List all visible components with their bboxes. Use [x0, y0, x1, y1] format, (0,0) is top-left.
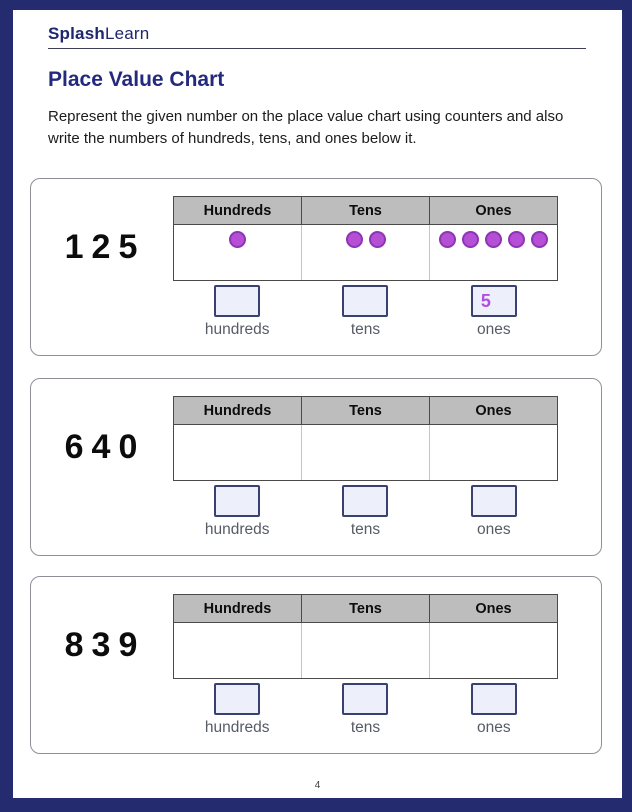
ones-answer-box[interactable] [471, 485, 517, 517]
table-body-row [174, 225, 557, 280]
ones-answer-group [430, 485, 558, 539]
tens-cell [302, 623, 430, 678]
ones-counters [430, 623, 557, 629]
tens-label: tens [350, 321, 381, 338]
tens-label: tens [350, 521, 381, 538]
hundreds-answer-group [173, 285, 301, 339]
problem-card-125 [30, 178, 602, 356]
header-divider [48, 48, 586, 49]
ones-cell [430, 225, 557, 280]
ones-answer-box[interactable] [471, 683, 517, 715]
column-header-hundreds: Hundreds [174, 397, 302, 424]
logo-bold-text: Splash [48, 24, 105, 43]
target-number: 839 [64, 626, 146, 664]
table-header-row [174, 397, 557, 425]
hundreds-answer-box[interactable] [214, 285, 260, 317]
column-header-ones: Ones [430, 197, 557, 224]
logo-regular-text: Learn [104, 24, 150, 43]
answers-row [173, 485, 558, 539]
column-header-tens: Tens [302, 197, 430, 224]
table-header-row [174, 197, 557, 225]
hundreds-answer-group [173, 683, 301, 737]
tens-cell [302, 225, 430, 280]
table-body-row [174, 425, 557, 480]
hundreds-label: hundreds [204, 321, 270, 338]
counter-dot-icon [485, 231, 502, 248]
problem-card-839 [30, 576, 602, 754]
hundreds-label: hundreds [204, 719, 270, 736]
target-number: 640 [64, 428, 146, 466]
answers-row [173, 683, 558, 737]
hundreds-answer-group [173, 485, 301, 539]
target-number: 125 [64, 228, 146, 266]
hundreds-label: hundreds [204, 521, 270, 538]
problem-card-640 [30, 378, 602, 556]
counter-dot-icon [462, 231, 479, 248]
hundreds-cell [174, 225, 302, 280]
hundreds-answer-box[interactable] [214, 683, 260, 715]
ones-label: ones [477, 321, 511, 338]
counter-dot-icon [369, 231, 386, 248]
instructions-line-1: Represent the given number on the place value chart using counters and also [48, 108, 564, 125]
ones-cell [430, 425, 557, 480]
instructions-line-2: write the numbers of hundreds, tens, and ones below it. [48, 130, 417, 147]
hundreds-answer-box[interactable] [214, 485, 260, 517]
ones-label: ones [477, 719, 511, 736]
page-number: 4 [314, 780, 321, 791]
place-value-table [173, 196, 558, 281]
tens-counters [302, 225, 429, 248]
tens-label: tens [350, 719, 381, 736]
ones-cell [430, 623, 557, 678]
counter-dot-icon [229, 231, 246, 248]
table-header-row [174, 595, 557, 623]
tens-answer-box[interactable] [342, 683, 388, 715]
ones-counters [430, 225, 557, 248]
ones-answer-group [430, 683, 558, 737]
tens-answer-group [301, 683, 429, 737]
ones-counters [430, 425, 557, 431]
tens-answer-box[interactable] [342, 285, 388, 317]
tens-cell [302, 425, 430, 480]
splashlearn-logo [48, 24, 149, 44]
ones-label: ones [477, 521, 511, 538]
tens-counters [302, 425, 429, 431]
worksheet-page [13, 10, 622, 798]
tens-answer-box[interactable] [342, 485, 388, 517]
column-header-ones: Ones [430, 397, 557, 424]
counter-dot-icon [439, 231, 456, 248]
hundreds-counters [174, 425, 301, 431]
hundreds-cell [174, 623, 302, 678]
ones-answer-box[interactable]: 5 [471, 285, 517, 317]
tens-counters [302, 623, 429, 629]
ones-answer-group [430, 285, 558, 339]
column-header-hundreds: Hundreds [174, 595, 302, 622]
page-title: Place Value Chart [48, 68, 225, 91]
counter-dot-icon [531, 231, 548, 248]
tens-answer-group [301, 485, 429, 539]
instructions [48, 106, 563, 150]
hundreds-cell [174, 425, 302, 480]
table-body-row [174, 623, 557, 678]
place-value-table [173, 594, 558, 679]
column-header-tens: Tens [302, 595, 430, 622]
column-header-tens: Tens [302, 397, 430, 424]
tens-answer-group [301, 285, 429, 339]
counter-dot-icon [508, 231, 525, 248]
column-header-ones: Ones [430, 595, 557, 622]
answers-row [173, 285, 558, 339]
column-header-hundreds: Hundreds [174, 197, 302, 224]
hundreds-counters [174, 623, 301, 629]
place-value-table [173, 396, 558, 481]
hundreds-counters [174, 225, 301, 248]
counter-dot-icon [346, 231, 363, 248]
